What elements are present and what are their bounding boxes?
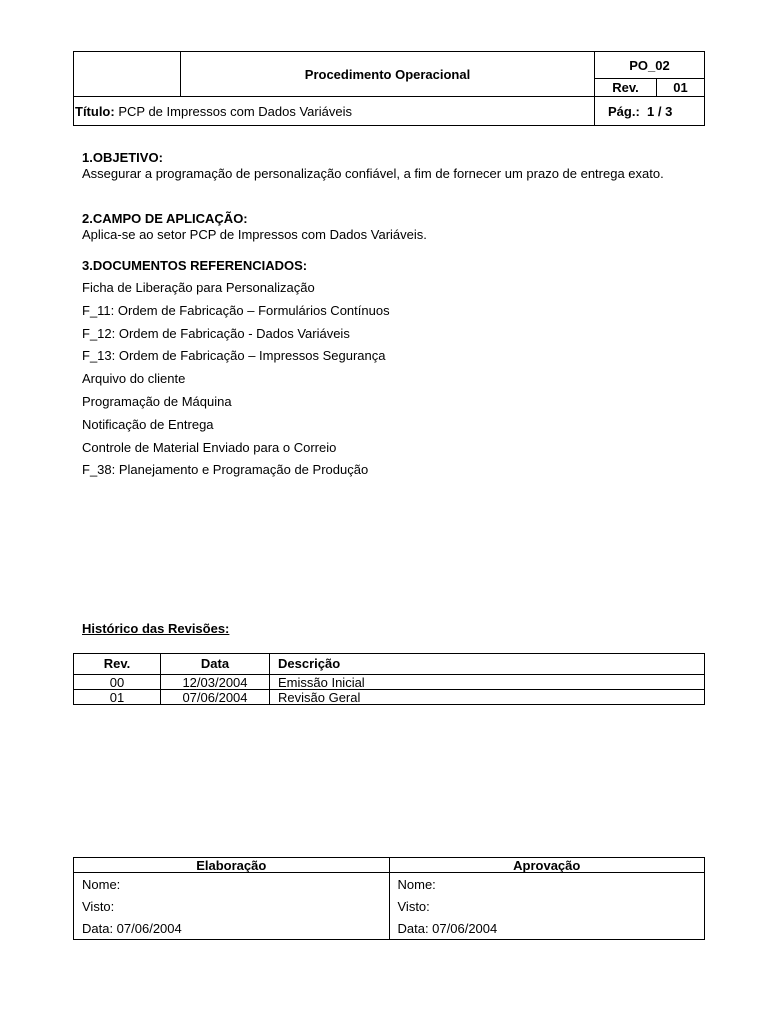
page-label: Pág.:	[608, 103, 640, 119]
document-title	[74, 97, 595, 126]
objective-heading: 1.OBJETIVO:	[82, 150, 163, 165]
cell-date: 07/06/2004	[161, 690, 270, 705]
references-list	[82, 280, 390, 485]
page-value: 1 / 3	[647, 103, 673, 119]
cell-date: 12/03/2004	[161, 675, 270, 690]
objective-section	[82, 150, 704, 182]
signature-visa-row	[74, 895, 705, 917]
objective-text: Assegurar a programação de personalização confiável, a fim de fornecer um prazo de entrega exato.	[82, 166, 664, 181]
list-item: F_12: Ordem de Fabricação - Dados Variáveis	[82, 325, 350, 341]
signature-table	[73, 857, 705, 940]
cell-rev: 01	[74, 690, 161, 705]
cell-rev: 00	[74, 675, 161, 690]
elaboration-date: Data: 07/06/2004	[74, 917, 390, 940]
document-code: PO_02	[595, 52, 705, 79]
column-header-description: Descrição	[270, 654, 705, 675]
list-item: Notificação de Entrega	[82, 416, 214, 432]
approval-heading: Aprovação	[389, 858, 705, 873]
list-item: Controle de Material Enviado para o Correio	[82, 439, 337, 455]
column-header-date: Data	[161, 654, 270, 675]
list-item: Arquivo do cliente	[82, 371, 186, 387]
approval-name: Nome:	[389, 873, 705, 896]
scope-section	[82, 211, 704, 243]
elaboration-heading: Elaboração	[74, 858, 390, 873]
references-section	[82, 258, 704, 274]
table-row	[74, 675, 705, 690]
history-heading: Histórico das Revisões:	[82, 621, 230, 636]
revision-history-table	[73, 653, 705, 705]
approval-visa: Visto:	[389, 895, 705, 917]
signature-date-row	[74, 917, 705, 940]
list-item: Ficha de Liberação para Personalização	[82, 280, 315, 295]
signature-header-row	[74, 858, 705, 873]
document-type: Procedimento Operacional	[181, 52, 595, 97]
scope-text: Aplica-se ao setor PCP de Impressos com Dados Variáveis.	[82, 227, 427, 242]
elaboration-visa: Visto:	[74, 895, 390, 917]
list-item: F_38: Planejamento e Programação de Produção	[82, 462, 369, 478]
scope-heading: 2.CAMPO DE APLICAÇÃO:	[82, 211, 248, 226]
table-row	[74, 690, 705, 705]
table-header-row	[74, 654, 705, 675]
title-value: PCP de Impressos com Dados Variáveis	[118, 103, 352, 119]
revision-value: 01	[657, 79, 705, 97]
references-heading: 3.DOCUMENTOS REFERENCIADOS:	[82, 258, 308, 273]
list-item: F_13: Ordem de Fabricação – Impressos Segurança	[82, 348, 386, 364]
logo-placeholder	[74, 52, 181, 97]
elaboration-name: Nome:	[74, 873, 390, 896]
revision-label: Rev.	[595, 79, 657, 97]
signature-name-row	[74, 873, 705, 896]
list-item: Programação de Máquina	[82, 393, 232, 409]
page-number	[595, 97, 705, 126]
cell-description: Emissão Inicial	[270, 675, 705, 690]
approval-date: Data: 07/06/2004	[389, 917, 705, 940]
title-label: Título:	[75, 103, 115, 119]
list-item: F_11: Ordem de Fabricação – Formulários Contínuos	[82, 302, 390, 318]
column-header-rev: Rev.	[74, 654, 161, 675]
cell-description: Revisão Geral	[270, 690, 705, 705]
document-header	[73, 51, 705, 126]
